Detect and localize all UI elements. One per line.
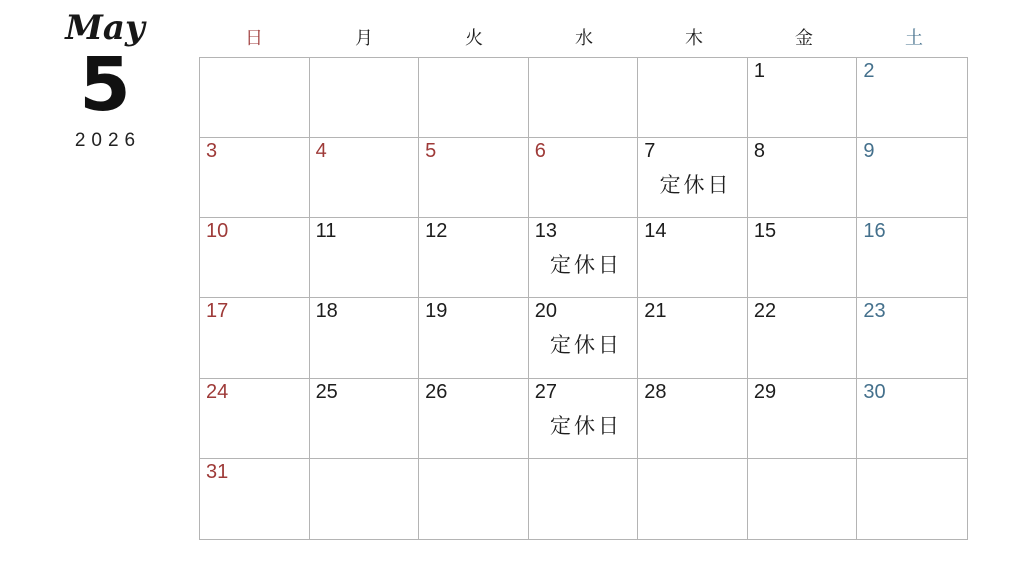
date-number: 29	[753, 380, 777, 403]
date-number: 8	[753, 140, 765, 163]
date-number: 11	[315, 220, 337, 243]
calendar-cell	[200, 298, 310, 378]
calendar-cell	[748, 138, 858, 218]
calendar-cell	[748, 298, 858, 378]
date-number: 22	[753, 300, 777, 323]
calendar-cell	[529, 138, 639, 218]
date-number: 21	[644, 300, 667, 323]
weekday-label: 金	[795, 28, 813, 48]
calendar-cell	[638, 58, 748, 138]
calendar-cell	[310, 459, 420, 539]
year-label: 2026	[74, 130, 142, 151]
date-number: 4	[315, 140, 327, 163]
calendar-cell	[748, 218, 858, 298]
calendar-cell	[200, 138, 310, 218]
date-number: 19	[425, 300, 448, 323]
calendar-cell	[200, 379, 310, 459]
date-number: 28	[644, 380, 667, 403]
calendar-cell	[200, 459, 310, 539]
date-number: 13	[534, 220, 557, 243]
date-number: 16	[863, 220, 886, 243]
date-number: 10	[206, 220, 229, 243]
weekday-header	[199, 22, 969, 54]
calendar-cell	[529, 298, 639, 378]
weekday-label: 火	[465, 28, 483, 48]
calendar-cell	[857, 218, 967, 298]
date-number: 9	[863, 140, 875, 163]
date-number: 2	[863, 60, 875, 82]
date-number: 15	[753, 220, 777, 243]
calendar-cell	[200, 58, 310, 138]
calendar-cell	[419, 459, 529, 539]
calendar-cell	[857, 459, 967, 539]
calendar-cell	[310, 298, 420, 378]
calendar-cell	[638, 379, 748, 459]
calendar-cell	[857, 379, 967, 459]
calendar-cell	[748, 58, 858, 138]
date-number: 5	[425, 140, 437, 163]
calendar-cell	[310, 218, 420, 298]
date-number: 24	[206, 380, 229, 403]
date-number: 18	[315, 300, 338, 323]
calendar-cell	[310, 58, 420, 138]
weekday-label: 月	[355, 28, 373, 48]
calendar-cell	[638, 298, 748, 378]
closed-day-label: 定休日	[549, 334, 622, 358]
date-number: 7	[644, 140, 656, 163]
date-number: 14	[644, 220, 667, 243]
date-number: 25	[315, 380, 338, 403]
date-number: 23	[863, 300, 886, 323]
date-number: 26	[425, 380, 448, 403]
date-number: 30	[863, 380, 886, 403]
calendar-cell	[419, 58, 529, 138]
month-number: 5	[79, 42, 131, 128]
calendar-cell	[529, 58, 639, 138]
date-number: 20	[534, 300, 557, 323]
date-number: 12	[425, 220, 448, 243]
calendar-cell	[857, 298, 967, 378]
date-number: 1	[753, 60, 765, 82]
month-script-label: May	[65, 8, 145, 48]
calendar-cell	[310, 138, 420, 218]
date-number: 6	[534, 140, 546, 163]
calendar-cell	[638, 459, 748, 539]
calendar-cell	[419, 298, 529, 378]
calendar-grid	[199, 57, 968, 540]
calendar-cell	[419, 218, 529, 298]
calendar-cell	[310, 379, 420, 459]
calendar-cell	[529, 459, 639, 539]
calendar-cell	[419, 379, 529, 459]
calendar-cell	[857, 58, 967, 138]
date-number: 31	[206, 460, 229, 483]
calendar-cell	[529, 379, 639, 459]
weekday-label: 水	[575, 28, 593, 48]
calendar-cell	[857, 138, 967, 218]
date-number: 27	[534, 380, 557, 403]
closed-day-label: 定休日	[549, 414, 622, 438]
closed-day-label: 定休日	[659, 174, 732, 198]
calendar-cell	[638, 218, 748, 298]
closed-day-label: 定休日	[549, 254, 622, 278]
date-number: 3	[206, 140, 218, 163]
calendar-cell	[748, 379, 858, 459]
weekday-label: 木	[685, 28, 703, 48]
weekday-label: 土	[905, 28, 923, 48]
calendar-cell	[529, 218, 639, 298]
date-number: 17	[206, 300, 229, 323]
calendar-cell	[200, 218, 310, 298]
calendar-cell	[748, 459, 858, 539]
calendar-cell	[419, 138, 529, 218]
calendar-cell	[638, 138, 748, 218]
weekday-label: 日	[245, 28, 263, 48]
